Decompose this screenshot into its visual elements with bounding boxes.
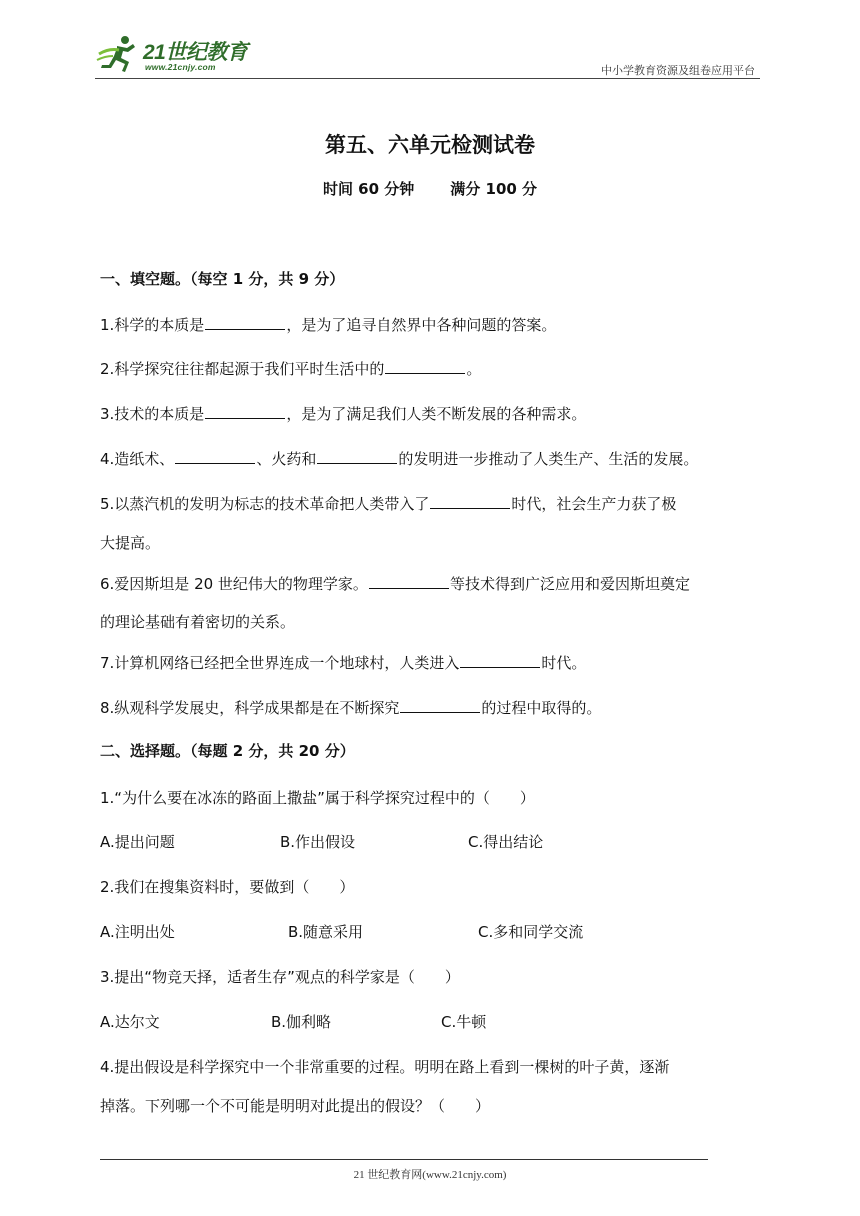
- footer-text: 21 世纪教育网(www.21cnjy.com): [353, 1169, 507, 1181]
- fill-question-6-cont: 的理论基础有着密切的关系。: [100, 613, 296, 631]
- option-c[interactable]: C.得出结论: [468, 833, 544, 851]
- q-text: 8.纵观科学发展史，科学成果都是在不断探究: [100, 699, 400, 717]
- q-text: 7.计算机网络已经把全世界连成一个地球村，人类进入: [100, 654, 460, 672]
- q-text: 、火药和: [256, 450, 317, 468]
- option-c[interactable]: C.多和同学交流: [478, 923, 584, 941]
- choice-question-4: 4.提出假设是科学探究中一个非常重要的过程。明明在路上看到一棵树的叶子黄，逐渐: [100, 1058, 670, 1076]
- option-a[interactable]: A.达尔文: [100, 1013, 160, 1031]
- option-a[interactable]: A.提出问题: [100, 833, 175, 851]
- section2-heading: 二、选择题。（每题 2 分，共 20 分）: [100, 742, 355, 760]
- q-text: ，是为了满足我们人类不断发展的各种需求。: [286, 405, 587, 423]
- option-c[interactable]: C.牛顿: [441, 1013, 487, 1031]
- option-b[interactable]: B.随意采用: [288, 923, 364, 941]
- doc-subtitle: [0, 178, 860, 199]
- option-b[interactable]: B.伽利略: [271, 1013, 332, 1031]
- q-text: 3.技术的本质是: [100, 405, 205, 423]
- q-text: 5.以蒸汽机的发明为标志的技术革命把人类带入了: [100, 495, 430, 513]
- q-text: 的过程中取得的。: [481, 699, 602, 717]
- time-limit: 时间 60 分钟: [322, 180, 415, 198]
- fill-question-7: [100, 653, 586, 673]
- answer-blank[interactable]: [317, 449, 397, 464]
- logo-url: www.21cnjy.com: [145, 62, 216, 72]
- footer-divider: [100, 1159, 708, 1160]
- q-text: 1.科学的本质是: [100, 316, 205, 334]
- fill-question-4: [100, 449, 698, 469]
- q-text: ，是为了追寻自然界中各种问题的答案。: [286, 316, 557, 334]
- runner-logo-icon: [95, 34, 143, 74]
- doc-title: 第五、六单元检测试卷: [325, 133, 535, 157]
- logo: [95, 32, 260, 76]
- answer-blank[interactable]: [175, 449, 255, 464]
- q-text: 6.爱因斯坦是 20 世纪伟大的物理学家。: [100, 575, 368, 593]
- full-score: 满分 100 分: [450, 180, 538, 198]
- answer-blank[interactable]: [205, 315, 285, 330]
- page-header: [95, 32, 760, 80]
- fill-question-8: [100, 698, 601, 718]
- fill-question-3: [100, 404, 586, 424]
- section1-heading: 一、填空题。（每空 1 分，共 9 分）: [100, 270, 345, 288]
- choice-question-4-cont: 掉落。下列哪一个不可能是明明对此提出的假设？（ ）: [100, 1097, 491, 1115]
- q-text: 4.造纸术、: [100, 450, 175, 468]
- q-text: 。: [466, 360, 482, 378]
- fill-question-1: [100, 315, 556, 335]
- fill-question-2: [100, 359, 481, 379]
- answer-blank[interactable]: [385, 359, 465, 374]
- fill-question-5: [100, 494, 676, 514]
- option-b[interactable]: B.作出假设: [280, 833, 356, 851]
- q-text: 时代。: [541, 654, 587, 672]
- header-divider: [95, 78, 760, 79]
- answer-blank[interactable]: [205, 404, 285, 419]
- q-text: 时代，社会生产力获了极: [511, 495, 677, 513]
- q-text: 2.科学探究往往都起源于我们平时生活中的: [100, 360, 385, 378]
- fill-question-6: [100, 574, 690, 594]
- fill-question-5-cont: 大提高。: [100, 534, 161, 552]
- logo-text: 21世纪教育: [143, 41, 248, 64]
- answer-blank[interactable]: [400, 698, 480, 713]
- choice-question-3: 3.提出“物竞天择，适者生存”观点的科学家是（ ）: [100, 968, 460, 986]
- choice-question-2: 2.我们在搜集资料时，要做到（ ）: [100, 878, 355, 896]
- platform-text: 中小学教育资源及组卷应用平台: [601, 64, 755, 77]
- q-text: 等技术得到广泛应用和爱因斯坦奠定: [449, 575, 690, 593]
- choice-question-1: 1.“为什么要在冰冻的路面上撒盐”属于科学探究过程中的（ ）: [100, 789, 535, 807]
- q-text: 的发明进一步推动了人类生产、生活的发展。: [398, 450, 699, 468]
- answer-blank[interactable]: [430, 494, 510, 509]
- option-a[interactable]: A.注明出处: [100, 923, 175, 941]
- answer-blank[interactable]: [460, 653, 540, 668]
- answer-blank[interactable]: [369, 574, 449, 589]
